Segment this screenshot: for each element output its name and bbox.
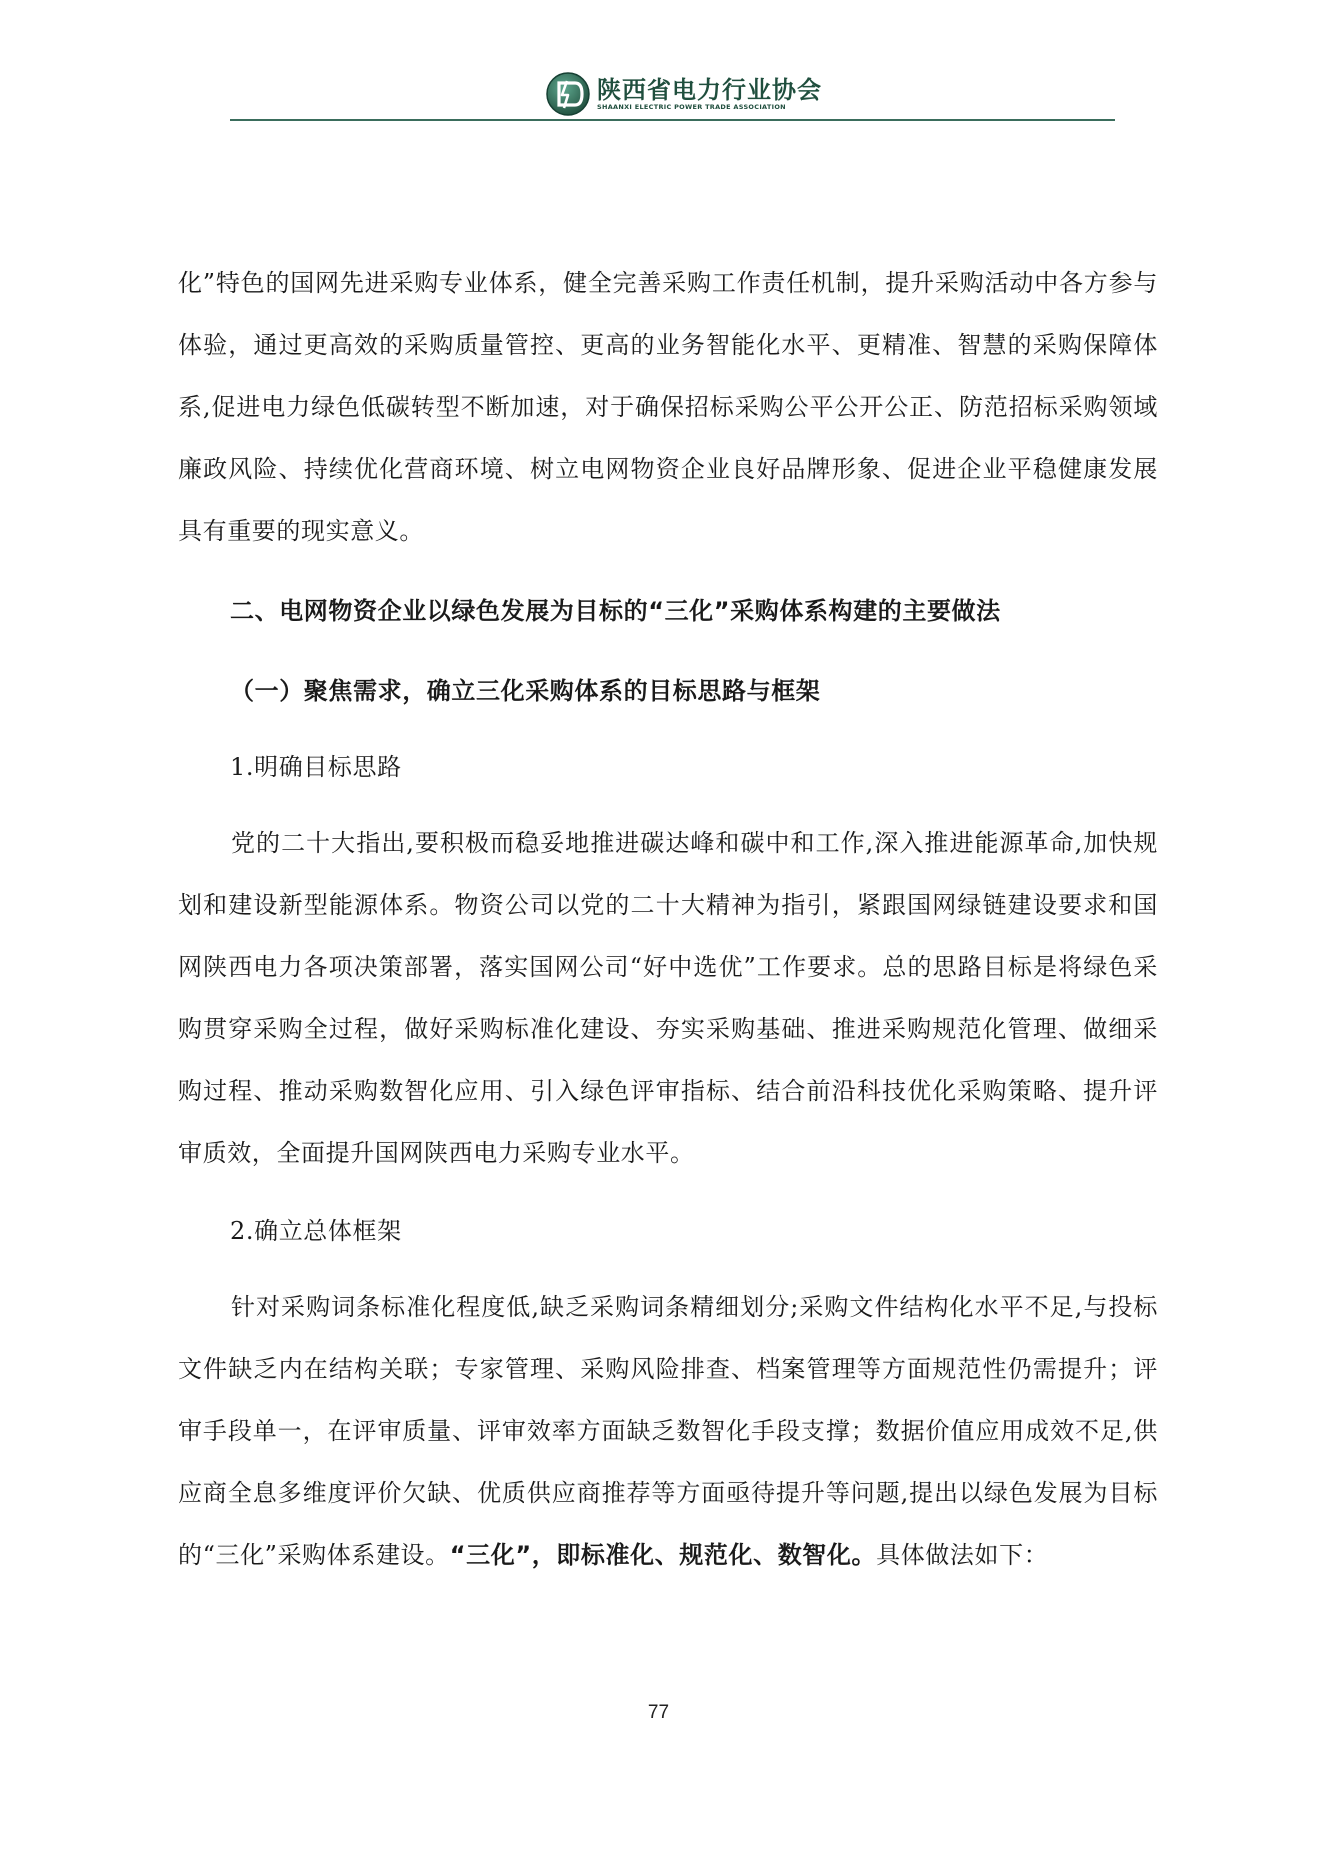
logo-text [597,77,822,112]
paragraph-continued: 化”特色的国网先进采购专业体系，健全完善采购工作责任机制，提升采购活动中各方参与体验，通过更高效的采购质量管控、更高的业务智能化水平、更精准、智慧的采购保障体系,促进电力绿色低碳转型不断加速，对于确保招标采购公平公开公正、防范招标采购领域廉政风险、持续优化营商环境、树立电网物资企业良好品牌形象、促进企业平稳健康发展具有重要的现实意义。 [178,269,1158,545]
section-heading: 二、电网物资企业以绿色发展为目标的“三化”采购体系构建的主要做法 [230,597,1001,625]
association-logo-icon [545,71,591,117]
item-heading-1: 1.明确目标思路 [230,753,402,781]
paragraph-framework [178,1276,1158,1586]
framework-tail-text: 具体做法如下： [876,1541,1049,1569]
page-header [230,62,1115,122]
framework-bold-text: “三化”，即标准化、规范化、数智化。 [449,1541,877,1569]
header-divider [230,119,1115,121]
framework-text: 针对采购词条标准化程度低,缺乏采购词条精细划分;采购文件结构化水平不足,与投标文件缺乏内在结构关联；专家管理、采购风险排查、档案管理等方面规范性仍需提升；评审手段单一，在评审质量、评审效率方面缺乏数智化手段支撑；数据价值应用成效不足,供应商全息多维度评价欠缺、优质供应商推荐等方面亟待提升等问题,提出以绿色发展为目标的“三化”采购体系建设。 [178,1293,1158,1569]
page-content [178,252,1158,1586]
subsection-heading: （一）聚焦需求，确立三化采购体系的目标思路与框架 [230,677,821,705]
paragraph-goals: 党的二十大指出,要积极而稳妥地推进碳达峰和碳中和工作,深入推进能源革命,加快规划和建设新型能源体系。物资公司以党的二十大精神为指引，紧跟国网绿链建设要求和国网陕西电力各项决策部署，落实国网公司“好中选优”工作要求。总的思路目标是将绿色采购贯穿采购全过程，做好采购标准化建设、夯实采购基础、推进采购规范化管理、做细采购过程、推动采购数智化应用、引入绿色评审指标、结合前沿科技优化采购策略、提升评审质效，全面提升国网陕西电力采购专业水平。 [178,829,1158,1167]
association-logo [545,70,822,118]
item-heading-2: 2.确立总体框架 [230,1217,402,1245]
org-name-cn: 陕西省电力行业协会 [597,75,822,104]
org-name-en: SHAANXI ELECTRIC POWER TRADE ASSOCIATION [597,102,786,111]
page-number: 77 [647,1702,670,1723]
